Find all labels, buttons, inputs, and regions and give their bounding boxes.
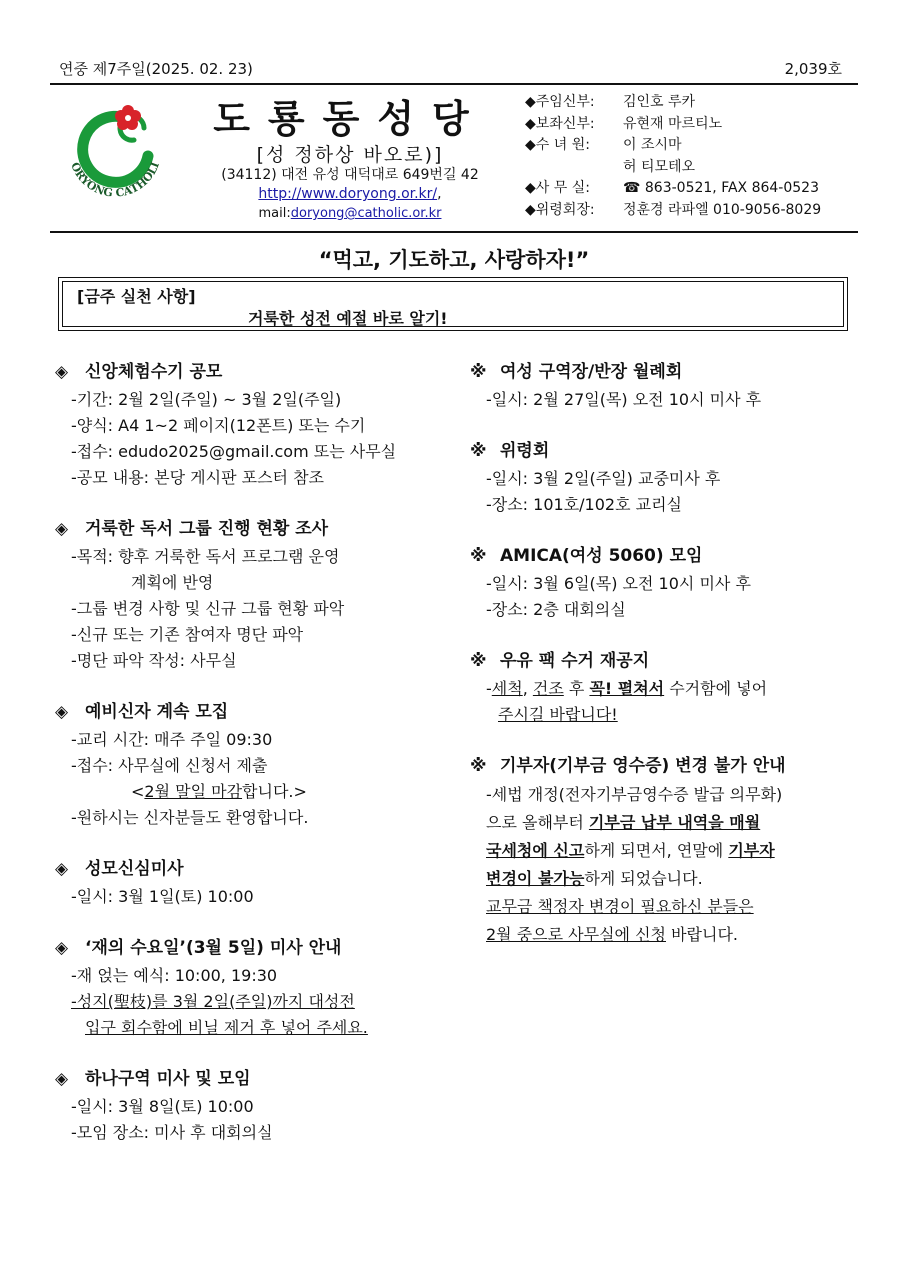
list-item: -기간: 2월 2일(주일) ~ 3월 2일(주일) [71, 390, 342, 409]
practice-label: [금주 실천 사항] [77, 287, 196, 306]
staff-row: 허 티모테오 [623, 158, 696, 175]
staff-list [525, 92, 821, 221]
list-item: -접수: edudo2025@gmail.com 또는 사무실 [71, 442, 397, 461]
list-item: -성지(聖枝)를 3월 2일(주일)까지 대성전 [71, 992, 355, 1011]
list-item: -목적: 향후 거룩한 독서 프로그램 운영 [71, 547, 340, 566]
church-name: 도룡동성당 [213, 97, 487, 141]
list-item: -그룹 변경 사항 및 신규 그룹 현황 파악 [71, 599, 345, 618]
list-item: -모임 장소: 미사 후 대회의실 [71, 1123, 273, 1142]
list-item: -일시: 3월 1일(토) 10:00 [71, 887, 254, 906]
logo-ring [83, 116, 148, 182]
mail-link[interactable]: doryong@catholic.or.kr [290, 206, 442, 221]
list-item: -신규 또는 기존 참여자 명단 파악 [71, 625, 304, 644]
list-item: -일시: 3월 2일(주일) 교중미사 후 [486, 469, 721, 488]
left-column [55, 358, 465, 1146]
deadline-note: <2월 말일 마감합니다.> [131, 782, 307, 801]
section-title: ※ 기부자(기부금 영수증) 변경 불가 안내 [470, 756, 786, 776]
section-title: ◈ 성모신심미사 [55, 859, 184, 879]
list-item: -원하시는 신자분들도 환영합니다. [71, 808, 309, 827]
logo-text: ORYONG CATHOLI [68, 160, 162, 200]
section-title: ◈ 거룩한 독서 그룹 진행 현황 조사 [55, 519, 329, 539]
list-item: -재 얹는 예식: 10:00, 19:30 [71, 966, 278, 985]
list-item: 주시길 바랍니다! [498, 705, 618, 724]
slogan: “먹고, 기도하고, 사랑하자!” [318, 248, 590, 272]
list-item: -일시: 2월 27일(목) 오전 10시 미사 후 [486, 390, 762, 409]
section-title: ◈ 하나구역 미사 및 모임 [55, 1069, 251, 1089]
church-logo [56, 98, 172, 214]
staff-row: ◆사 무 실: ☎ 863-0521, FAX 864-0523 [525, 180, 819, 196]
section-title: ◈ 신앙체험수기 공모 [55, 362, 223, 382]
staff-row: ◆위령회장: 정훈경 라파엘 010-9056-8029 [525, 201, 822, 218]
list-item: 계획에 반영 [131, 573, 214, 592]
notice-body: -세법 개정(전자기부금영수증 발급 의무화) 으로 올해부터 기부금 납부 내역을 매월 국세청에 신고하게 되면서, 연말에 기부자 변경이 불가능하게 되었습니다. 교무금 책정자 변경이 필요하신 분들은 2월 중으로 사무실에 신청 바랍니다. [486, 785, 783, 944]
section-title: ※ 위령회 [470, 441, 550, 461]
section-title: ※ 우유 팩 수거 재공지 [470, 651, 650, 671]
staff-row: ◆보좌신부: 유현재 마르티노 [525, 115, 723, 132]
church-website: http://www.doryong.or.kr/, [258, 186, 442, 202]
list-item: -교리 시간: 매주 주일 09:30 [71, 730, 273, 749]
section-title: ※ AMICA(여성 5060) 모임 [470, 546, 703, 566]
section-title: ◈ ‘재의 수요일’(3월 5일) 미사 안내 [55, 938, 342, 958]
staff-row: ◆수 녀 원: 이 조시마 [525, 137, 682, 153]
issue-number: 2,039호 [784, 60, 842, 78]
church-mail: mail:doryong@catholic.or.kr [258, 206, 442, 221]
list-item: -세척, 건조 후 꼭! 펼쳐서 수거함에 넣어 [486, 679, 768, 698]
list-item: -공모 내용: 본당 게시판 포스터 참조 [71, 468, 324, 487]
list-item: -명단 파악 작성: 사무실 [71, 651, 237, 670]
list-item: -장소: 101호/102호 교리실 [486, 495, 682, 514]
weekly-practice-box [58, 277, 848, 331]
church-address: (34112) 대전 유성 대덕대로 649번길 42 [221, 167, 479, 183]
section-title: ◈ 예비신자 계속 모집 [55, 702, 229, 722]
issue-date: 연중 제7주일(2025. 02. 23) [59, 60, 253, 78]
list-item: -접수: 사무실에 신청서 제출 [71, 756, 268, 775]
section-title: ※ 여성 구역장/반장 월례회 [470, 362, 683, 382]
list-item: 입구 회수함에 비닐 제거 후 넣어 주세요. [85, 1018, 368, 1037]
list-item: -일시: 3월 6일(목) 오전 10시 미사 후 [486, 574, 751, 593]
staff-row: ◆주임신부: 김인호 루카 [525, 94, 696, 110]
header-divider [50, 231, 858, 233]
practice-text: 거룩한 성전 예절 바로 알기! [248, 309, 448, 328]
church-patron: [성 정하상 바오로)] [256, 144, 444, 166]
list-item: -일시: 3월 8일(토) 10:00 [71, 1097, 254, 1116]
flower-icon [115, 105, 141, 130]
right-column [470, 358, 855, 949]
top-divider [50, 83, 858, 85]
list-item: -장소: 2층 대회의실 [486, 600, 626, 619]
list-item: -양식: A4 1~2 페이지(12폰트) 또는 수기 [71, 416, 366, 435]
website-link[interactable]: http://www.doryong.or.kr/ [258, 186, 438, 202]
